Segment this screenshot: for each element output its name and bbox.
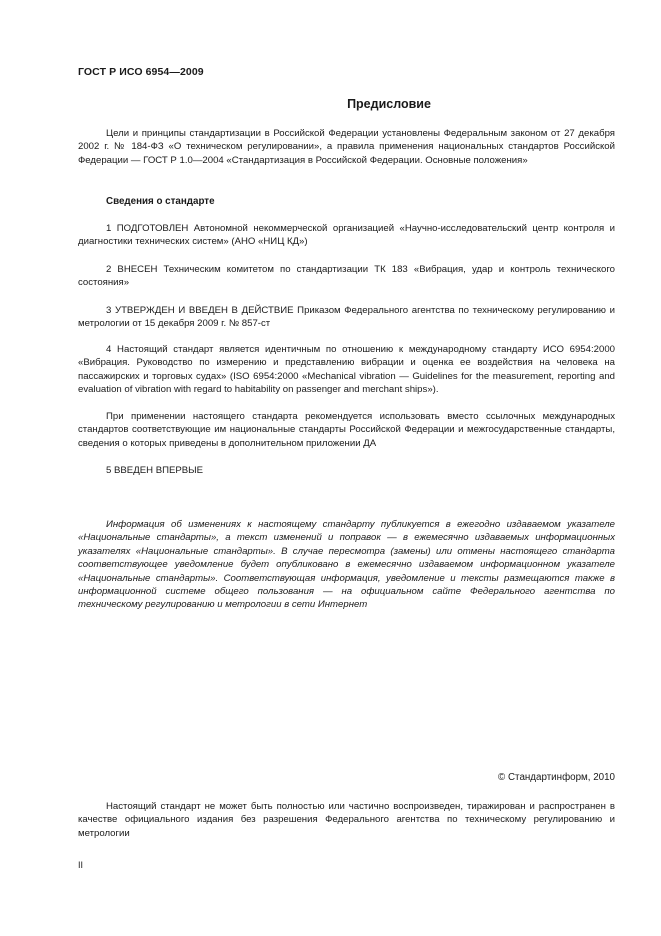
item-5-first-introduced: 5 ВВЕДЕН ВПЕРВЫЕ [106,465,204,476]
item-4-identical: 4 Настоящий стандарт является идентичным по отношению к международному стандарту ИСО 6954:2000 «Вибрация. Руководство по измерению и представлению вибрации и оценка ее воздействия на человека на пассажирских и торговых судах» (ISO 6954:2000 «Mechanical vibration — Guidelines for the measurement, reporting and evaluation of vibration with regard to habitability on passenger and merchant ships»). [78,344,615,396]
item-2-submitted: 2 ВНЕСЕН Техническим комитетом по стандартизации ТК 183 «Вибрация, удар и контроль технического состояния» [78,264,615,289]
page-number: II [78,860,84,870]
standard-code: ГОСТ Р ИСО 6954—2009 [78,66,204,78]
legal-notice: Настоящий стандарт не может быть полностью или частично воспроизведен, тиражирован и распространен в качестве официального издания без разрешения Федерального агентства по техническому регулированию и метрологии [78,801,615,839]
copyright: © Стандартинформ, 2010 [498,772,615,783]
intro-paragraph: Цели и принципы стандартизации в Российской Федерации установлены Федеральным законом от 27 декабря 2002 г. № 184-ФЗ «О техническом регулировании», а правила применения национальных стандартов Российской Федерации — ГОСТ Р 1.0—2004 «Стандартизация в Российской Федерации. Основные положения» [78,128,615,166]
section-heading: Сведения о стандарте [106,196,215,207]
page-title: Предисловие [347,97,431,111]
item-3-approved: 3 УТВЕРЖДЕН И ВВЕДЕН В ДЕЙСТВИЕ Приказом Федерального агентства по техническому регулированию и метрологии от 15 декабря 2009 г. № 857-ст [78,305,615,330]
change-information-notice: Информация об изменениях к настоящему стандарту публикуется в ежегодно издаваемом указателе «Национальные стандарты», а текст изменений и поправок — в ежемесячно издаваемых информационных указателях «Национальные стандарты». В случае пересмотра (замены) или отмены настоящего стандарта соответствующее уведомление будет опубликовано в ежемесячно издаваемом информационном указателе «Национальные стандарты». Соответствующая информация, уведомление и тексты размещаются также в информационной системе общего пользования — на официальном сайте Федерального агентства по техническому регулированию и метрологии в сети Интернет [78,519,615,611]
item-1-prepared: 1 ПОДГОТОВЛЕН Автономной некоммерческой организацией «Научно-исследовательский центр контроля и диагностики технических систем» (АНО «НИЦ КД») [78,223,615,248]
item-4-note: При применении настоящего стандарта рекомендуется использовать вместо ссылочных международных стандартов соответствующие им национальные стандарты Российской Федерации и межгосударственные стандарты, сведения о которых приведены в дополнительном приложении ДА [78,411,615,449]
